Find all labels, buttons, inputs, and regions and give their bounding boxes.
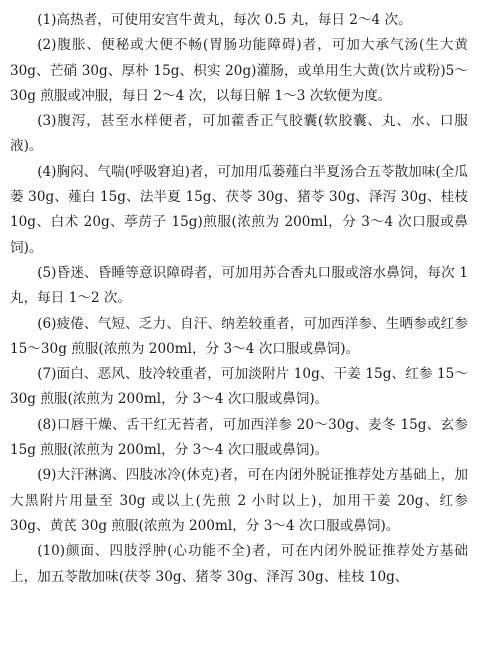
paragraph-6: (6)疲倦、气短、乏力、自汗、纳差较重者，可加西洋参、生晒参或红参 15～30g 煎服(浓煎为 200ml，分 3～4 次口服或鼻饲)。	[10, 315, 468, 357]
paragraph-10: (10)颜面、四肢浮肿(心功能不全)者，可在内闭外脱证推荐处方基础上，加五苓散加味(茯苓 30g、猪苓 30g、泽泻 30g、桂枝 10g、	[10, 543, 468, 585]
paragraph-5: (5)昏迷、昏睡等意识障碍者，可加用苏合香丸口服或溶水鼻饲，每次 1 丸，每日 1～2 次。	[10, 264, 468, 307]
paragraph-9: (9)大汗淋漓、四肢冰冷(休克)者，可在内闭外脱证推荐处方基础上，加大黑附片用量至 30g 或以上(先煎 2 小时以上)，加用干姜 20g、红参 30g、黄芪 30g 煎服(浓煎为 200ml，分 3～4 次口服或鼻饲)。	[10, 467, 468, 534]
paragraph-3: (3)腹泻，甚至水样便者，可加藿香正气胶囊(软胶囊、丸、水、口服液)。	[10, 113, 468, 155]
paragraph-4: (4)胸闷、气喘(呼吸窘迫)者，可加用瓜蒌薤白半夏汤合五苓散加味(全瓜蒌 30g、薤白 15g、法半夏 15g、茯苓 30g、猪苓 30g、泽泻 30g、桂枝 10g、白术 20g、葶苈子 15g)煎服(浓煎为 200ml，分 3～4 次口服或鼻饲)。	[10, 163, 468, 256]
paragraph-7: (7)面白、恶风、肢冷较重者，可加淡附片 10g、干姜 15g、红参 15～30g 煎服(浓煎为 200ml，分 3～4 次口服或鼻饲)。	[10, 366, 468, 408]
paragraph-8: (8)口唇干燥、舌干红无苔者，可加西洋参 20～30g、麦冬 15g、玄参 15g 煎服(浓煎为 200ml，分 3～4 次口服或鼻饲)。	[10, 416, 468, 459]
paragraph-1: (1)高热者，可使用安宫牛黄丸，每次 0.5 丸，每日 2～4 次。	[37, 12, 412, 28]
paragraph-2: (2)腹胀、便秘或大便不畅(胃肠功能障碍)者，可加大承气汤(生大黄 30g、芒硝 30g、厚朴 15g、枳实 20g)灌肠，或单用生大黄(饮片或粉)5～30g 煎服或冲服，每日 2～4 次，以每日解 1～3 次软便为度。	[10, 37, 468, 104]
